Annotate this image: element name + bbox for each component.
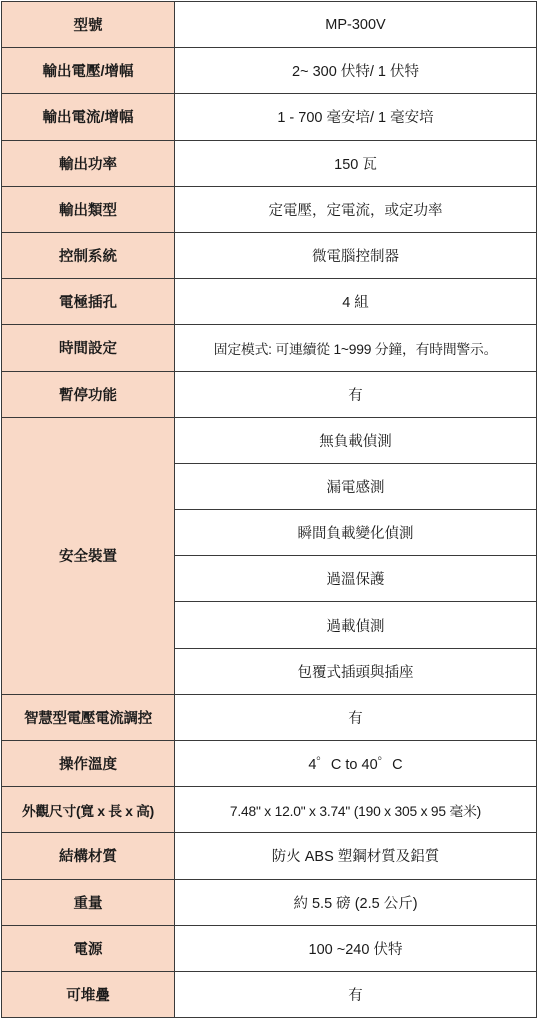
row-value: 1 - 700 毫安培/ 1 毫安培 [175,94,537,140]
row-label: 輸出功率 [2,140,175,186]
row-value: 7.48" x 12.0" x 3.74" (190 x 305 x 95 毫米) [175,787,537,833]
row-value: MP-300V [175,2,537,48]
row-label: 電極插孔 [2,279,175,325]
row-value: 約 5.5 磅 (2.5 公斤) [175,879,537,925]
row-label: 智慧型電壓電流調控 [2,694,175,740]
row-value: 4 組 [175,279,537,325]
table-row [2,48,537,94]
row-label: 可堆疊 [2,971,175,1017]
row-value: 150 瓦 [175,140,537,186]
table-row [2,140,537,186]
table-row [2,833,537,879]
row-label: 結構材質 [2,833,175,879]
safety-item: 過載偵測 [175,602,537,648]
row-label: 重量 [2,879,175,925]
row-label: 輸出電流/增幅 [2,94,175,140]
row-value: 4゜C to 40゜C [175,741,537,787]
row-label: 輸出電壓/增幅 [2,48,175,94]
row-label: 時間設定 [2,325,175,371]
table-row [2,94,537,140]
table-row [2,371,537,417]
table-row [2,186,537,232]
table-row [2,879,537,925]
table-row [2,925,537,971]
row-value: 微電腦控制器 [175,232,537,278]
row-value: 固定模式: 可連續從 1~999 分鐘，有時間警示。 [175,325,537,371]
row-value: 有 [175,694,537,740]
table-row [2,741,537,787]
row-label: 控制系統 [2,232,175,278]
row-label: 暫停功能 [2,371,175,417]
table-row [2,971,537,1017]
table-row [2,787,537,833]
safety-item: 漏電感測 [175,463,537,509]
row-label: 電源 [2,925,175,971]
row-value: 100 ~240 伏特 [175,925,537,971]
safety-item: 包覆式插頭與插座 [175,648,537,694]
spec-table [1,1,537,1018]
table-row [2,279,537,325]
safety-item: 無負載偵測 [175,417,537,463]
safety-item: 瞬間負載變化偵測 [175,510,537,556]
row-value: 有 [175,971,537,1017]
table-row [2,232,537,278]
row-label: 外觀尺寸(寬 x 長 x 高) [2,787,175,833]
table-row [2,694,537,740]
safety-item: 過溫保護 [175,556,537,602]
row-label: 輸出類型 [2,186,175,232]
row-value: 2~ 300 伏特/ 1 伏特 [175,48,537,94]
row-value: 定電壓，定電流，或定功率 [175,186,537,232]
table-row [2,2,537,48]
safety-label: 安全裝置 [2,417,175,694]
row-value: 防火 ABS 塑鋼材質及鋁質 [175,833,537,879]
row-value: 有 [175,371,537,417]
table-row [2,325,537,371]
row-label: 操作溫度 [2,741,175,787]
table-row-safety [2,417,537,463]
row-label: 型號 [2,2,175,48]
